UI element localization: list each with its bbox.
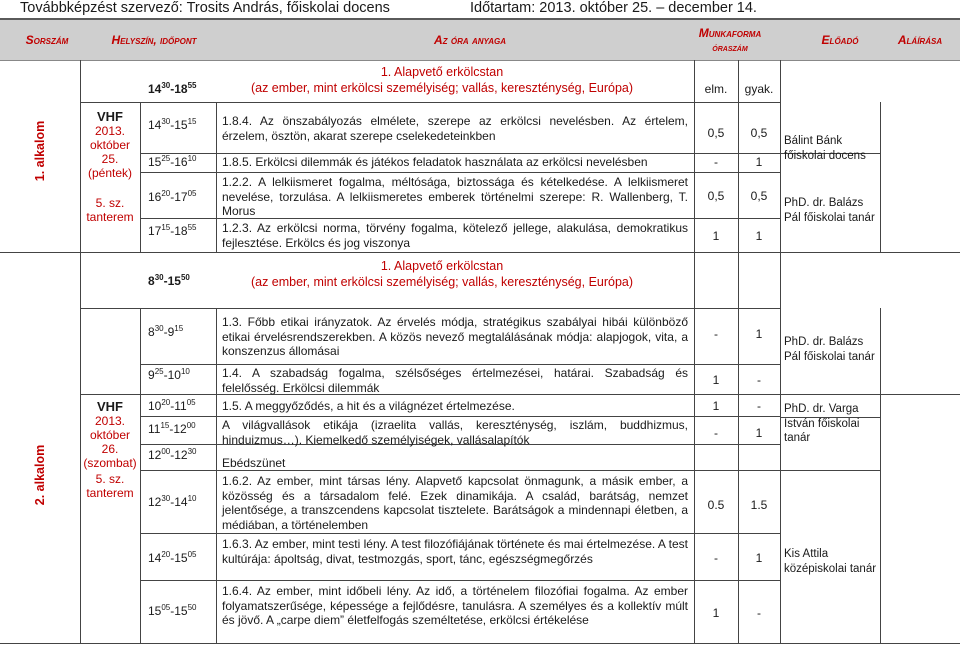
- session2-row-elm: 1: [712, 606, 720, 620]
- session2-row-time: $14^{20}-15^{05}$: [148, 550, 197, 565]
- session2-row-time: $11^{15}-12^{00}$: [148, 421, 196, 436]
- session1-row-gyak: 1: [755, 155, 763, 169]
- col-sorszam: Sorszám: [25, 33, 69, 47]
- session2-row-elm: -: [714, 551, 718, 565]
- session2-row-topic: 1.6.4. Az ember, mint időbeli lény. Az idő, a történelem filozófiai fogalma. Az ember folyamatszerűsége, képessége a fejlődésre, tanulásra. A személyes és a kollektív múlt és jövő. A „carpe diem” életfelfogás személtetése, erkölcsi értékelése: [222, 584, 688, 627]
- session2-row-gyak: -: [757, 399, 761, 413]
- session1-row-topic: 1.8.4. Az önszabályozás elmélete, szerepe az erkölcsi nevelésben. Az értelem, érzelem, ösztön, akarat szerepe cselekedeteinkben: [222, 114, 688, 143]
- section-top-time: $14^{30}-18^{55}$: [148, 81, 197, 96]
- elm-header: elm.: [704, 82, 728, 96]
- session2-row-gyak: 1: [755, 327, 763, 341]
- session2-row-topic: 1.5. A meggyőződés, a hit és a világnézet értelmezése.: [222, 399, 515, 413]
- gyak-header: gyak.: [744, 82, 774, 96]
- col-eloado: Előadó: [821, 33, 859, 47]
- session1-lecturer-1: Bálint Bánk főiskolai docens: [784, 135, 866, 162]
- session2-row-topic: A világvallások etikája (izraelita vallás, kereszténység, iszlám, buddhizmus, hinduizmus…). Kiemelkedő személyiségek, vallásalapítók: [222, 418, 688, 447]
- session1-label: 1. alkalom: [33, 120, 47, 182]
- session2-row-elm: -: [714, 327, 718, 341]
- session1-row-elm: 0,5: [707, 126, 725, 140]
- session2-lecturer-2: PhD. dr. Varga István főiskolai tanár: [784, 403, 860, 444]
- session2-lecturer-1: PhD. dr. Balázs Pál főiskolai tanár: [784, 336, 875, 363]
- session2-row-gyak: 1: [755, 426, 763, 440]
- session1-row-time: $16^{20}-17^{05}$: [148, 189, 197, 204]
- session1-place: VHF 2013. október 25. (péntek) 5. sz. tanterem: [86, 109, 134, 224]
- session2-row-topic: 1.3. Főbb etikai irányzatok. Az érvelés módja, stratégikus szabályai hibái különböző etikai érvelésrendszerekben. A közös nevező megtalálásának módja: alapjogok, vita, a konszenzus állomásai: [222, 315, 688, 358]
- session1-row-time: $15^{25}-16^{10}$: [148, 154, 197, 169]
- column-header-bar: [0, 20, 960, 61]
- session2-row-time: $9^{25}-10^{10}$: [148, 367, 190, 382]
- session1-row-gyak: 0,5: [750, 126, 768, 140]
- session2-row-gyak: 1.5: [750, 498, 768, 512]
- session2-row-topic: 1.4. A szabadság fogalma, szélsőséges értelmezései, határai. Szabadság és felelősség. Erkölcsi dilemmák: [222, 366, 688, 395]
- session1-row-time: $17^{15}-18^{55}$: [148, 223, 197, 238]
- col-munkaforma: Munkaforma: [698, 26, 762, 40]
- session1-row-elm: 0,5: [707, 189, 725, 203]
- session2-row-gyak: 1: [755, 551, 763, 565]
- session2-row-time: $12^{30}-14^{10}$: [148, 494, 197, 509]
- session2-row-topic: Ebédszünet: [222, 456, 286, 470]
- session1-row-topic: 1.8.5. Erkölcsi dilemmák és játékos feladatok használata az erkölcsi nevelésben: [222, 155, 648, 169]
- session2-row-time: $10^{20}-11^{05}$: [148, 398, 196, 413]
- session1-row-gyak: 1: [755, 229, 763, 243]
- session1-lecturer-2: PhD. dr. Balázs Pál főiskolai tanár: [784, 197, 875, 224]
- section-mid-time: $8^{30}-15^{50}$: [148, 273, 190, 288]
- organizer-text: Továbbképzést szervező: Trosits András, főiskolai docens: [20, 0, 390, 16]
- col-alairas: Aláírása: [897, 33, 943, 47]
- col-helyszin: Helyszín, időpont: [111, 33, 197, 47]
- session2-row-time: $15^{05}-15^{50}$: [148, 603, 197, 618]
- duration-text: Időtartam: 2013. október 25. – december 14.: [470, 0, 757, 16]
- session2-row-topic: 1.6.2. Az ember, mint társas lény. Alapvető kapcsolat önmagunk, a másik ember, a közösség és a társadalom felé. Ezek dinamikája. A család, barátság, nemzet jelentősége, a transzcendens kapcsolat tisztelete. Barátságok a mindennapi életben, a médiában, a történelemben: [222, 474, 688, 532]
- session2-row-time: $8^{30}-9^{15}$: [148, 324, 184, 339]
- session2-row-elm: 1: [712, 373, 720, 387]
- col-oraszam: óraszám: [712, 42, 748, 54]
- section-mid-title: 1. Alapvető erkölcstan (az ember, mint erkölcsi személyiség; vallás, kereszténység, Európa): [250, 259, 634, 289]
- session2-row-gyak: -: [757, 373, 761, 387]
- session1-row-elm: 1: [712, 229, 720, 243]
- session2-row-elm: 1: [712, 399, 720, 413]
- session2-row-time: $12^{00}-12^{30}$: [148, 447, 197, 462]
- session1-row-time: $14^{30}-15^{15}$: [148, 117, 197, 132]
- session2-lecturer-3: Kis Attila középiskolai tanár: [784, 548, 877, 575]
- session1-row-topic: 1.2.2. A lelkiismeret fogalma, méltósága, biztossága és kételkedése. A lelkiismeret nevelése, torzulása. A lelkiismeretes emberek történelmi szerepe: R. Wallenberg, T. Morus: [222, 175, 688, 218]
- section-top-title: 1. Alapvető erkölcstan (az ember, mint erkölcsi személyiség; vallás, kereszténység, Európa): [250, 65, 634, 95]
- session2-row-elm: 0.5: [707, 498, 725, 512]
- session1-row-gyak: 0,5: [750, 189, 768, 203]
- session2-place: VHF 2013. október 26. (szombat) 5. sz. tanterem: [83, 399, 137, 500]
- session2-row-topic: 1.6.3. Az ember, mint testi lény. A test filozófiájának története és mai értelmezése. A test kultúrája: ápoltság, divat, testmozgás, sport, tánc, egészségmegőrzés: [222, 537, 688, 566]
- session2-row-elm: -: [714, 426, 718, 440]
- col-anyag: Az óra anyaga: [433, 33, 507, 47]
- session1-row-topic: 1.2.3. Az erkölcsi norma, törvény fogalma, kötelező jellege, alakulása, demokratikus fejlesztése. Erkölcs és jog viszonya: [222, 221, 688, 250]
- session2-row-gyak: -: [757, 606, 761, 620]
- document-header: [0, 0, 960, 18]
- session1-row-elm: -: [714, 155, 718, 169]
- session2-label: 2. alkalom: [33, 444, 47, 506]
